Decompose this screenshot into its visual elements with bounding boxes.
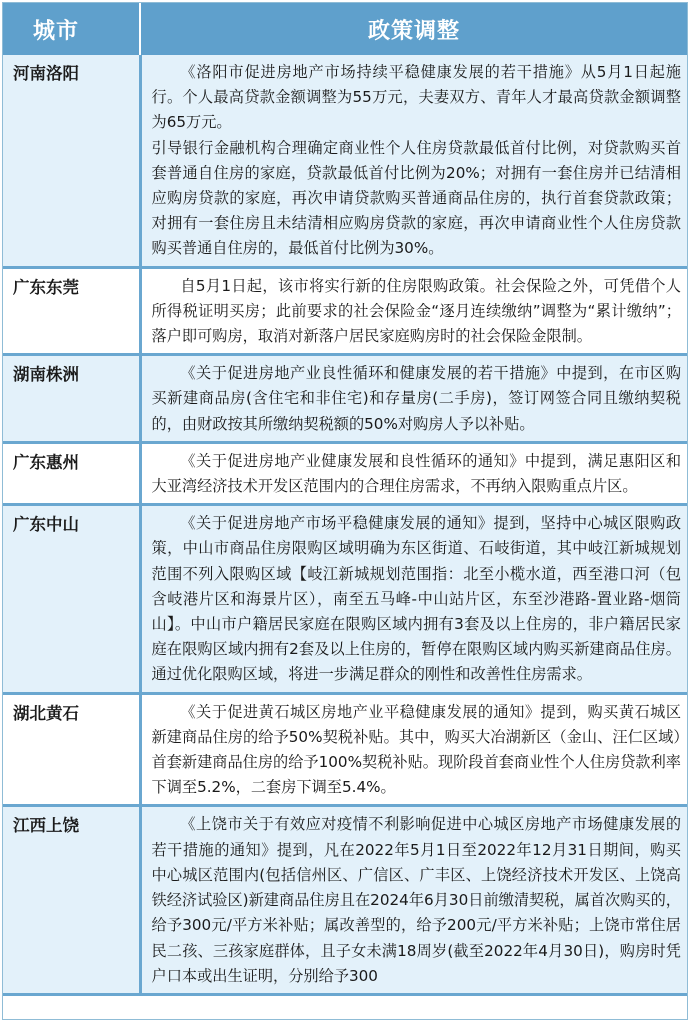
table-row <box>3 267 687 355</box>
table-row <box>3 355 687 443</box>
header-row <box>3 3 687 55</box>
policy-cell <box>140 355 687 443</box>
policy-paragraph: 《关于促进房地产业健康发展和良性循环的通知》中提到，满足惠阳区和大亚湾经济技术开发区范围内的合理住房需求，不再纳入限购重点片区。 <box>151 451 681 496</box>
city-cell: 湖南株洲 <box>3 355 140 443</box>
policy-table-frame <box>2 2 688 1020</box>
policy-paragraph: 《关于促进房地产市场平稳健康发展的通知》提到，坚持中心城区限购政策，中山市商品住房限购区域明确为东区街道、石岐街道，其中岐江新城规划范围不列入限购区域【岐江新城规划范围指：北至小榄水道，西至港口河（包含岐港片区和海景片区），南至五马峰-中山站片区，东至沙港路-置业路-烟筒山】。中山市户籍居民家庭在限购区域内拥有3套及以上住房的，非户籍居民家庭在限购区域内拥有2套及以上住房的，暂停在限购区域内购买新建商品住房。通过优化限购区域，将进一步满足群众的刚性和改善性住房需求。 <box>151 514 681 684</box>
city-cell: 江西上饶 <box>3 806 140 994</box>
policy-cell <box>140 693 687 806</box>
policy-paragraph: 自5月1日起，该市将实行新的住房限购政策。社会保险之外，可凭借个人所得税证明买房；此前要求的社会保险金“逐月连续缴纳”调整为“累计缴纳”；落户即可购房，取消对新落户居民家庭购房时的社会保险金限制。 <box>151 276 681 346</box>
city-cell: 河南洛阳 <box>3 55 140 267</box>
city-cell: 广东东莞 <box>3 267 140 355</box>
policy-cell <box>140 442 687 504</box>
policy-cell <box>140 267 687 355</box>
table-row <box>3 806 687 994</box>
table-row <box>3 693 687 806</box>
policy-paragraph: 引导银行金融机构合理确定商业性个人住房贷款最低首付比例，对贷款购买首套普通自住房的家庭，贷款最低首付比例为20%；对拥有一套住房并已结清相应购房贷款的家庭，再次申请贷款购买普通商品住房的，执行首套贷款政策；对拥有一套住房且未结清相应购房贷款的家庭，再次申请商业性个人住房贷款购买普通自住房的，最低首付比例为30%。 <box>151 138 681 258</box>
policy-paragraph: 《关于促进黄石城区房地产业平稳健康发展的通知》提到，购买黄石城区新建商品住房的给予50%契税补贴。其中，购买大冶湖新区（金山、汪仁区域）首套新建商品住房的给予100%契税补贴。现阶段首套商业性个人住房贷款利率下调至5.2%，二套房下调至5.4%。 <box>151 702 681 797</box>
policy-paragraph: 《上饶市关于有效应对疫情不利影响促进中心城区房地产市场健康发展的若干措施的通知》提到，凡在2022年5月1日至2022年12月31日期间，购买中心城区范围内(包括信州区、广信区、广丰区、上饶经济技术开发区、上饶高铁经济试验区)新建商品住房且在2024年6月30日前缴清契税，属首次购买的，给予300元/平方米补贴；属改善型的，给予200元/平方米补贴；上饶市常住居民二孩、三孩家庭群体，且子女未满18周岁(截至2022年4月30日)，购房时凭户口本或出生证明，分别给予300 <box>151 815 681 985</box>
city-cell: 湖北黄石 <box>3 693 140 806</box>
policy-cell <box>140 505 687 693</box>
policy-cell <box>140 806 687 994</box>
city-cell: 广东中山 <box>3 505 140 693</box>
table-row <box>3 55 687 267</box>
city-cell: 广东惠州 <box>3 442 140 504</box>
city-column-header: 城市 <box>3 3 140 55</box>
policy-column-header: 政策调整 <box>140 3 687 55</box>
policy-cell <box>140 55 687 267</box>
policy-paragraph: 《关于促进房地产业良性循环和健康发展的若干措施》中提到，在市区购买新建商品房(含住宅和非住宅)和存量房(二手房)，签订网签合同且缴纳契税的，由财政按其所缴纳契税额的50%对购房人予以补贴。 <box>151 364 681 433</box>
policy-table <box>3 3 687 996</box>
policy-paragraph: 《洛阳市促进房地产市场持续平稳健康发展的若干措施》从5月1日起施行。个人最高贷款金额调整为55万元，夫妻双方、青年人才最高贷款金额调整为65万元。 <box>151 63 681 132</box>
table-row <box>3 505 687 693</box>
table-row <box>3 442 687 504</box>
